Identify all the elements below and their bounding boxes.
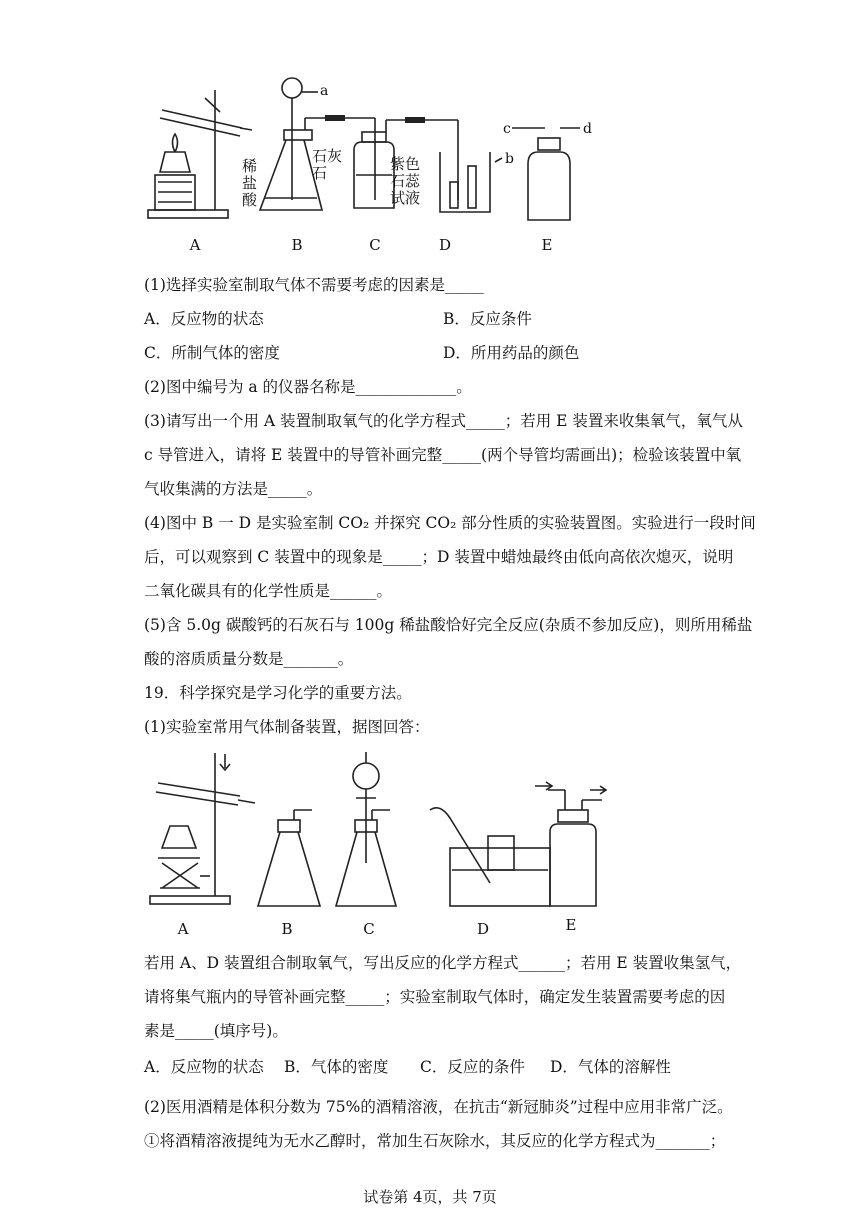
q18-part-5-line-2: 酸的溶质质量分数是_______。 (144, 650, 354, 668)
figure-1-label-hcl: 稀 盐 酸 (242, 157, 258, 209)
figure-2-label-e: E (565, 916, 577, 934)
apparatus-a (148, 90, 252, 218)
apparatus-b (260, 78, 375, 210)
figure-1-label-litmus: 紫色 石蕊 试液 (390, 155, 421, 207)
q18-option-c: C．所制气体的密度 (144, 344, 280, 362)
q18-part-3-line-2: c 导管进入，请将 E 装置中的导管补画完整_____(两个导管均需画出)；检验该装置中氧 (144, 446, 742, 464)
figure-2-drawing (140, 748, 620, 943)
q19-part-2: (2)医用酒精是体积分数为 75%的酒精溶液，在抗击“新冠肺炎”过程中应用非常广泛。 (144, 1098, 733, 1116)
figure-2-apparatus (140, 748, 620, 943)
figure-1-label-instrument-a: a (320, 83, 329, 99)
figure-1-label-e: E (541, 236, 553, 254)
figure-1-label-d: D (438, 236, 452, 254)
q19-text-line-1: 若用 A、D 装置组合制取氧气，写出反应的化学方程式______；若用 E 装置收集氢气， (144, 954, 742, 972)
q18-part-2: (2)图中编号为 a 的仪器名称是_____________。 (144, 378, 472, 396)
figure-2-label-b: B (281, 920, 293, 938)
figure-2-label-c: C (363, 920, 375, 938)
apparatus-d2 (430, 808, 550, 906)
apparatus-c2 (336, 752, 396, 906)
q18-part-3-line-3: 气收集满的方法是_____。 (144, 480, 323, 498)
figure-1-label-tube-c: c (503, 121, 511, 137)
figure-1-label-a: A (189, 236, 201, 254)
apparatus-d (440, 152, 502, 212)
q18-part-1: (1)选择实验室制取气体不需要考虑的因素是_____ (144, 276, 484, 294)
figure-1-label-instrument-b: b (505, 151, 514, 167)
q19-part-1: (1)实验室常用气体制备装置，据图回答： (144, 718, 430, 736)
figure-1-label-tube-d: d (583, 121, 592, 137)
q19-option-a: A．反应物的状态 (144, 1058, 264, 1076)
q19-part-2-1: ①将酒精溶液提纯为无水乙醇时，常加生石灰除水，其反应的化学方程式为_______； (144, 1132, 726, 1150)
q19-text-line-3: 素是_____(填序号)。 (144, 1022, 288, 1040)
apparatus-e2 (535, 782, 606, 906)
q19-text-line-2: 请将集气瓶内的导管补画完整_____；实验室制取气体时，确定发生装置需要考虑的因 (144, 988, 726, 1006)
figure-1-drawing (140, 70, 610, 255)
apparatus-b2 (258, 810, 320, 906)
apparatus-a2 (150, 753, 255, 904)
page-footer: 试卷第 4页，共 7页 (363, 1188, 497, 1206)
q18-option-d: D．所用药品的颜色 (443, 344, 580, 362)
q18-part-4-line-3: 二氧化碳具有的化学性质是______。 (144, 582, 393, 600)
q18-option-a: A．反应物的状态 (144, 310, 264, 328)
q18-part-4-line-1: (4)图中 B 一 D 是实验室制 CO₂ 并探究 CO₂ 部分性质的实验装置图。实验进行一段时间 (144, 514, 756, 532)
q19-title: 19．科学探究是学习化学的重要方法。 (144, 684, 412, 702)
q18-part-5-line-1: (5)含 5.0g 碳酸钙的石灰石与 100g 稀盐酸恰好完全反应(杂质不参加反应)，则所用稀盐 (144, 616, 753, 634)
q19-option-d: D．气体的溶解性 (550, 1058, 671, 1076)
figure-1-apparatus (140, 70, 610, 255)
figure-2-label-d: D (476, 920, 490, 938)
figure-1-label-c: C (369, 236, 381, 254)
q19-option-b: B．气体的密度 (284, 1058, 389, 1076)
apparatus-e (512, 128, 580, 220)
q18-option-b: B．反应条件 (443, 310, 532, 328)
figure-2-label-a: A (177, 920, 189, 938)
figure-1-label-limestone: 石灰 石 (312, 147, 343, 182)
q18-part-4-line-2: 后，可以观察到 C 装置中的现象是_____；D 装置中蜡烛最终由低向高依次熄灭，说明 (144, 548, 734, 566)
figure-1-label-b: B (291, 236, 303, 254)
q19-option-c: C．反应的条件 (420, 1058, 525, 1076)
q18-part-3-line-1: (3)请写出一个用 A 装置制取氧气的化学方程式_____；若用 E 装置来收集氧气，氧气从 (144, 412, 743, 430)
